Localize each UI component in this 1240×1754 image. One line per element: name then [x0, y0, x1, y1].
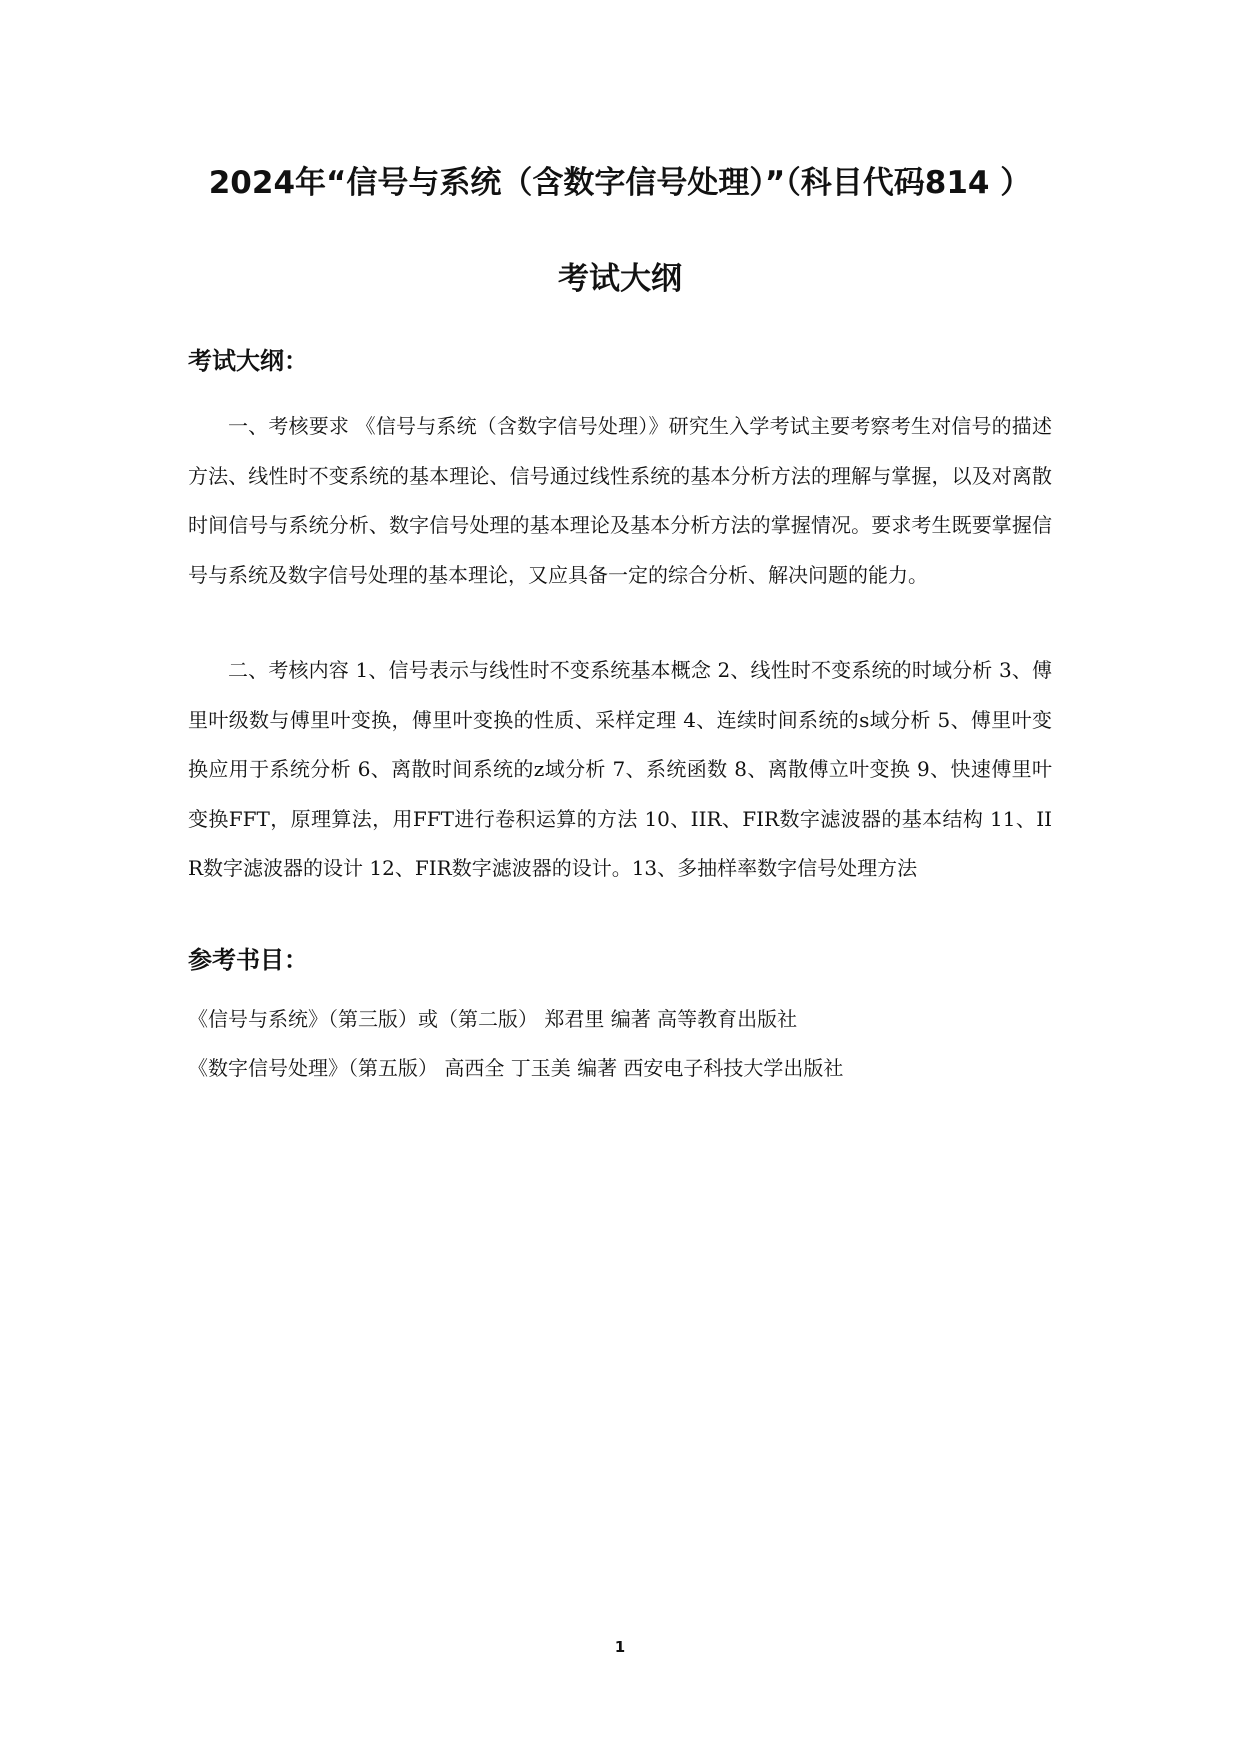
reference-item: 《信号与系统》（第三版）或（第二版） 郑君里 编著 高等教育出版社 — [188, 1007, 798, 1031]
paragraph-contents: 二、考核内容 1、信号表示与线性时不变系统基本概念 2、线性时不变系统的时域分析 3、傅里叶级数与傅里叶变换，傅里叶变换的性质、采样定理 4、连续时间系统的s域分析 5、傅里叶变换应用于系统分析 6、离散时间系统的z域分析 7、系统函数 8、离散傅立叶变换 9、快速傅里叶变换FFT，原理算法，用FFT进行卷积运算的方法 10、IIR、FIR数字滤波器的基本结构 11、IIR数字滤波器的设计 12、FIR数字滤波器的设计。13、多抽样率数字信号处理方法 — [188, 658, 1052, 880]
page-number: 1 — [614, 1638, 626, 1656]
section-heading-outline: 考试大纲： — [188, 347, 308, 375]
section-heading-references: 参考书目： — [188, 946, 308, 974]
document-title: 2024年“信号与系统（含数字信号处理）”（科目代码814 ） — [208, 165, 1032, 201]
reference-item: 《数字信号处理》（第五版） 高西全 丁玉美 编著 西安电子科技大学出版社 — [188, 1056, 844, 1080]
paragraph-requirements: 一、考核要求 《信号与系统（含数字信号处理）》研究生入学考试主要考察考生对信号的描述方法、线性时不变系统的基本理论、信号通过线性系统的基本分析方法的理解与掌握，以及对离散时间信号与系统分析、数字信号处理的基本理论及基本分析方法的掌握情况。要求考生既要掌握信号与系统及数字信号处理的基本理论，又应具备一定的综合分析、解决问题的能力。 — [188, 414, 1052, 587]
document-subtitle: 考试大纲 — [558, 261, 682, 297]
